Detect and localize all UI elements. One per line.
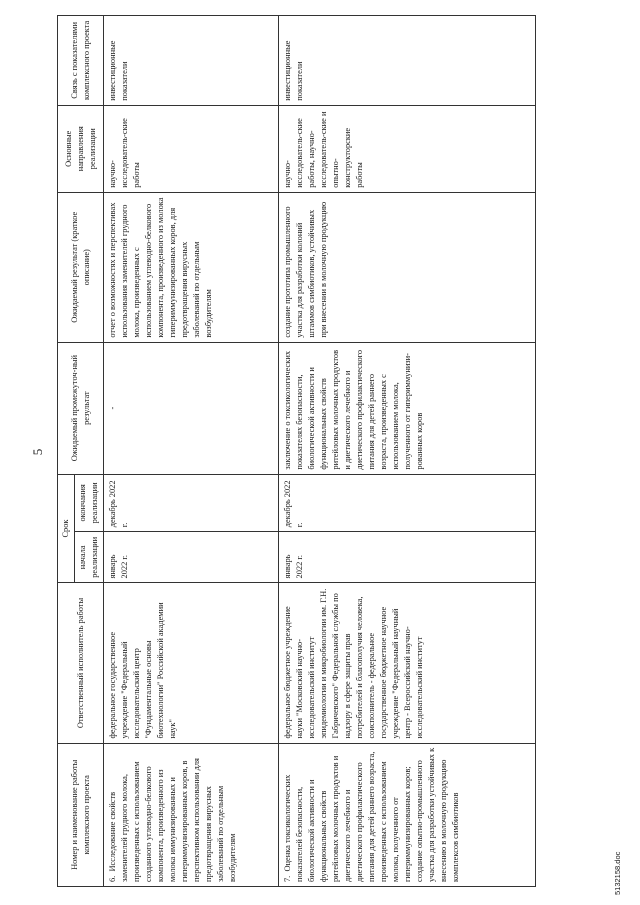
header-end: окончания реализации [75,474,104,532]
header-expected: Ожидаемый результат (краткое описание) [58,192,104,342]
header-executor: Ответственный исполнитель работы [58,583,104,743]
header-row-1 [58,16,75,887]
intermediate-cell: заключение о токсикологических показателях безопасности, биологической активности и функциональных свойств ритейловых молочных продуктов и диетического лечебного и диетического профилактического питания для детей раннего возраста, произведенных с использованием молока, полученного от гипериммунизи-рованных коров [279,342,536,474]
document-code: 5132158.doc [613,851,622,895]
executor-cell: федеральное государственное учреждение "Федеральный исследовательский центр "Фундаментальные основы биотехнологии" Российской академии наук" [104,583,279,743]
intermediate-cell: - [104,342,279,474]
page-number: 5 [30,448,45,456]
work-name-cell [279,743,536,886]
header-name: Номер и наименование работы комплексного проекта [58,743,104,886]
work-name: Оценка токсикологических показателей безопасности, биологической активности и функциональных свойств ритейловых молочных продуктов и диетического лечебного и диетического профилактического питания для детей раннего возраста, произведенных с использованием молока, полученного от гипериммунизированных коров; создание опытно-промышленного участка для разработки устойчивых к внесению в молочную продукцию комплексов симбиотиков [283,747,460,882]
start-cell: январь 2022 г. [104,532,279,583]
directions-cell: научно-исследователь-ские работы [104,105,279,192]
start-cell: январь 2022 г. [279,532,536,583]
table-row [279,16,536,887]
row-number: 6. [108,875,117,882]
header-directions: Основные направления реализации [58,105,104,192]
table-row [104,16,279,887]
end-cell: декабрь 2022 г. [279,474,536,532]
expected-cell: отчет о возможностях и перспективах использования заменителей грудного молока, произведенных с использованием углеводно-белкового компонента, произведенного из молока гипериммунизированных коров, для предотвращения вирусных заболеваний по отдельным возбудителям [104,192,279,342]
header-start: начала реализации [75,532,104,583]
expected-cell: создание прототипа промышленного участка для разработки колоний штаммов симбиотиков, устойчивых при внесении в молочную продукцию [279,192,536,342]
link-cell: инвестиционные показатели [104,16,279,106]
directions-cell: научно-исследователь-ские работы, научно-исследователь-ские и опытно-конструкторские работы [279,105,536,192]
executor-cell: федеральное бюджетное учреждение науки "Московский научно-исследовательский институт эпидемиологии и микробиологии им. Г.Н. Габричевского" Федеральной службы по надзору в сфере защиты прав потребителей и благополучия человека, соисполнитель - федеральное государственное бюджетное научное учреждение "Федеральный научный центр - Всероссийский научно-исследовательский институт [279,583,536,743]
header-term: Срок [58,474,75,583]
link-cell: инвестиционные показатели [279,16,536,106]
end-cell: декабрь 2022 г. [104,474,279,532]
work-name: Исследование свойств заменителей грудного молока, произведенных с использованием созданного углеводно-белкового компонента, произведенного из молока иммунизированных и гипериммунизированных коров, в перспективном использовании для предотвращения вирусных заболеваний по отдельным возбудителям [108,758,237,882]
header-intermediate: Ожидаемый промежуточ-ный результат [58,342,104,474]
project-works-table [57,15,536,887]
work-name-cell [104,743,279,886]
row-number: 7. [283,875,292,882]
header-link: Связь с показателями комплексного проекта [58,16,104,106]
